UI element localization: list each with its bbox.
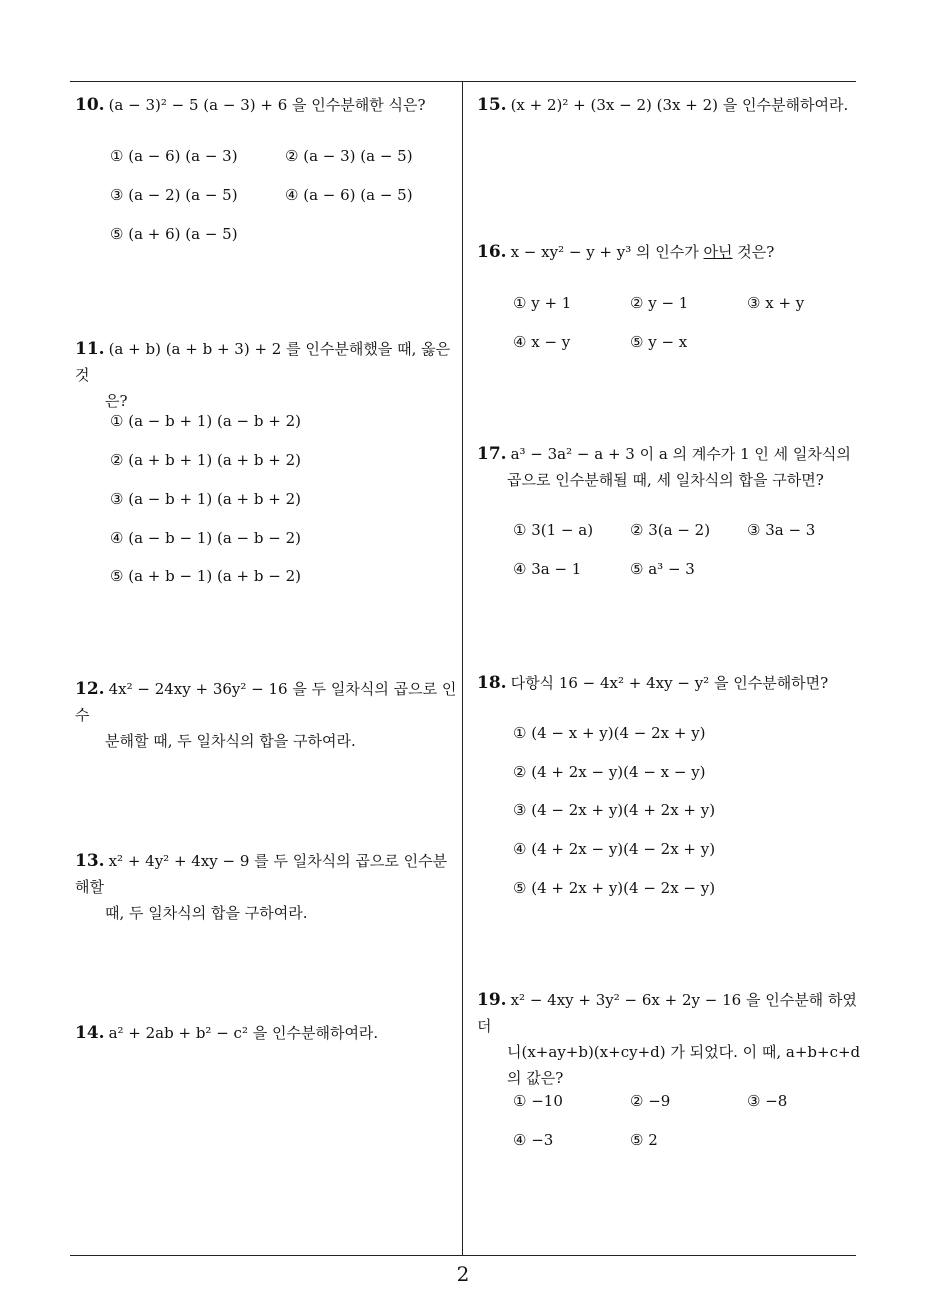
option-3[interactable]: ③ 3a − 3	[747, 521, 816, 539]
question-stem: 다항식 16 − 4x² + 4xy − y² 을 인수분해하면?	[510, 674, 829, 692]
option-3[interactable]: ③ x + y	[747, 294, 805, 312]
question-stem-line-1: (a + b) (a + b + 3) + 2 를 인수분해했을 때, 옳은 것	[75, 340, 451, 384]
option-2[interactable]: ② −9	[630, 1092, 671, 1110]
question-stem-line-1: x² + 4y² + 4xy − 9 를 두 일차식의 곱으로 인수분해할	[75, 852, 448, 896]
option-3[interactable]: ③ (a − 2) (a − 5)	[110, 186, 238, 204]
question-10	[75, 92, 455, 118]
question-stem-line-2: 때, 두 일차식의 합을 구하여라.	[105, 904, 308, 922]
page-number: 2	[456, 1262, 470, 1286]
question-stem-line-2: 은?	[105, 392, 128, 410]
question-16	[477, 239, 862, 265]
option-2[interactable]: ② (a − 3) (a − 5)	[285, 147, 413, 165]
question-18	[477, 670, 862, 696]
option-1[interactable]: ① 3(1 − a)	[513, 521, 594, 539]
question-stem-line-2: 분해할 때, 두 일차식의 합을 구하여라.	[105, 732, 356, 750]
column-divider	[462, 82, 463, 1256]
question-number: 13.	[75, 851, 105, 871]
question-stem-pre: x − xy² − y + y³ 의 인수가	[510, 243, 704, 261]
question-stem-line-1: 4x² − 24xy + 36y² − 16 을 두 일차식의 곱으로 인수	[75, 680, 457, 724]
question-number: 17.	[477, 444, 507, 464]
question-stem: (x + 2)² + (3x − 2) (3x + 2) 을 인수분해하여라.	[510, 96, 849, 114]
option-2[interactable]: ② (a + b + 1) (a + b + 2)	[110, 451, 301, 469]
question-14	[75, 1020, 460, 1046]
question-17	[477, 441, 862, 493]
question-15	[477, 92, 862, 118]
option-2[interactable]: ② y − 1	[630, 294, 689, 312]
option-4[interactable]: ④ −3	[513, 1131, 554, 1149]
question-number: 12.	[75, 679, 105, 699]
option-5[interactable]: ⑤ (a + b − 1) (a + b − 2)	[110, 567, 301, 585]
option-4[interactable]: ④ (a − b − 1) (a − b − 2)	[110, 529, 301, 547]
option-2[interactable]: ② (4 + 2x − y)(4 − x − y)	[513, 763, 706, 781]
option-4[interactable]: ④ 3a − 1	[513, 560, 582, 578]
option-5[interactable]: ⑤ 2	[630, 1131, 658, 1149]
top-rule	[70, 81, 856, 82]
question-stem-line-1: a³ − 3a² − a + 3 이 a 의 계수가 1 인 세 일차식의	[510, 445, 851, 463]
option-4[interactable]: ④ (a − 6) (a − 5)	[285, 186, 413, 204]
question-number: 14.	[75, 1023, 105, 1043]
option-3[interactable]: ③ (a − b + 1) (a + b + 2)	[110, 490, 301, 508]
option-5[interactable]: ⑤ (4 + 2x + y)(4 − 2x − y)	[513, 879, 716, 897]
bottom-rule	[70, 1255, 856, 1256]
question-stem: (a − 3)² − 5 (a − 3) + 6 을 인수분해한 식은?	[108, 96, 426, 114]
question-11	[75, 336, 455, 414]
question-number: 10.	[75, 95, 105, 115]
option-3[interactable]: ③ (4 − 2x + y)(4 + 2x + y)	[513, 801, 716, 819]
question-stem-emphasis: 아닌	[703, 243, 733, 261]
option-5[interactable]: ⑤ (a + 6) (a − 5)	[110, 225, 238, 243]
option-5[interactable]: ⑤ a³ − 3	[630, 560, 695, 578]
option-1[interactable]: ① −10	[513, 1092, 563, 1110]
question-number: 19.	[477, 990, 507, 1010]
question-stem-line-1: x² − 4xy + 3y² − 6x + 2y − 16 을 인수분해 하였더	[477, 991, 857, 1035]
question-stem-post: 것은?	[732, 243, 775, 261]
question-number: 11.	[75, 339, 105, 359]
question-19	[477, 987, 862, 1091]
question-12	[75, 676, 460, 754]
option-1[interactable]: ① y + 1	[513, 294, 572, 312]
option-4[interactable]: ④ x − y	[513, 333, 571, 351]
option-4[interactable]: ④ (4 + 2x − y)(4 − 2x + y)	[513, 840, 716, 858]
question-stem: a² + 2ab + b² − c² 을 인수분해하여라.	[108, 1024, 379, 1042]
question-13	[75, 848, 460, 926]
question-stem-line-2: 곱으로 인수분해될 때, 세 일차식의 합을 구하면?	[507, 471, 824, 489]
question-number: 15.	[477, 95, 507, 115]
question-number: 16.	[477, 242, 507, 262]
option-5[interactable]: ⑤ y − x	[630, 333, 688, 351]
option-1[interactable]: ① (4 − x + y)(4 − 2x + y)	[513, 724, 706, 742]
option-3[interactable]: ③ −8	[747, 1092, 788, 1110]
option-1[interactable]: ① (a − b + 1) (a − b + 2)	[110, 412, 301, 430]
question-stem-line-2: 니(x+ay+b)(x+cy+d) 가 되었다. 이 때, a+b+c+d	[507, 1043, 861, 1061]
option-2[interactable]: ② 3(a − 2)	[630, 521, 711, 539]
question-stem-line-3: 의 값은?	[507, 1069, 564, 1087]
question-number: 18.	[477, 673, 507, 693]
option-1[interactable]: ① (a − 6) (a − 3)	[110, 147, 238, 165]
